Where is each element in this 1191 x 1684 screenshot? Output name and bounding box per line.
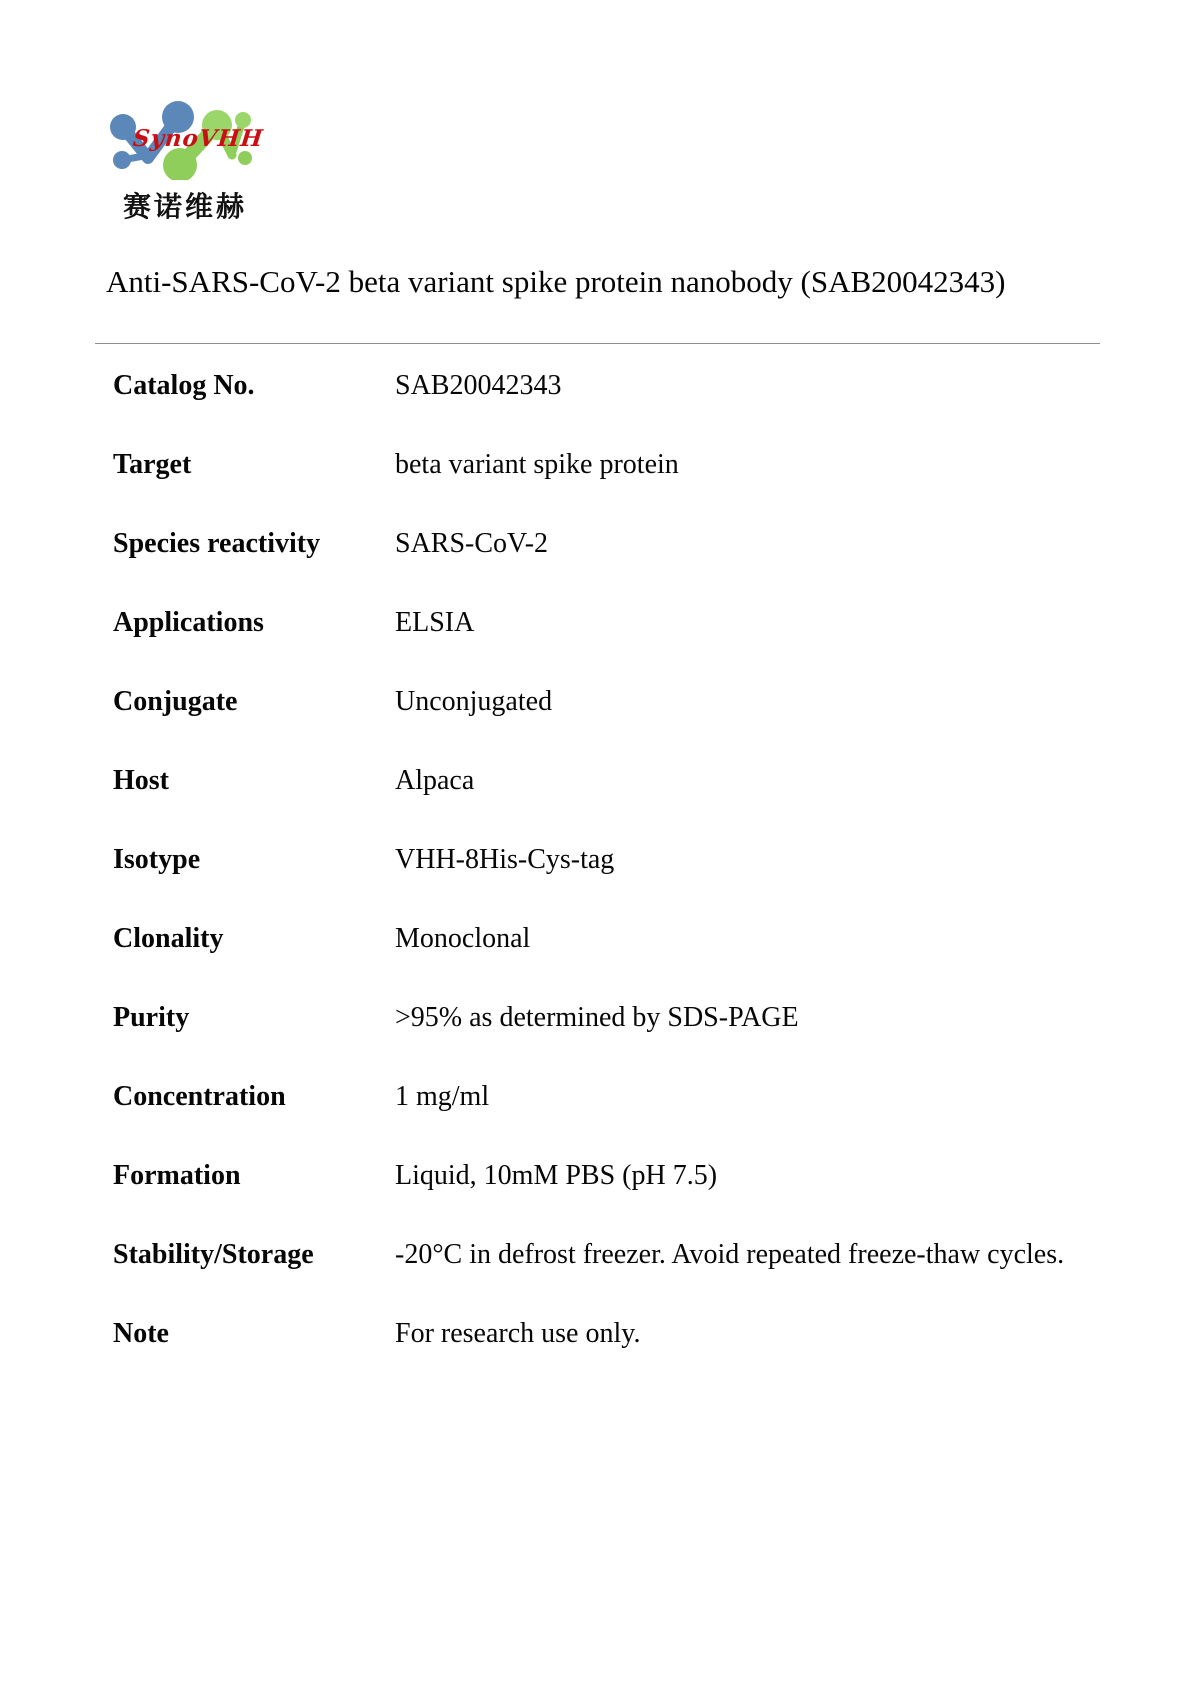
page-title: Anti-SARS-CoV-2 beta variant spike protein nanobody (SAB20042343) [106,264,1006,299]
spec-value: beta variant spike protein [395,449,679,480]
logo-brand-text: SynoVHH [131,125,265,152]
spec-row [113,1212,1103,1291]
spec-row [113,896,1103,975]
spec-row [113,975,1103,1054]
company-logo [95,92,295,232]
spec-label: Species reactivity [113,528,321,559]
spec-label: Stability/Storage [113,1239,314,1270]
spec-value: SAB20042343 [395,370,562,401]
spec-value: 1 mg/ml [395,1081,490,1112]
spec-row [113,1291,1103,1370]
spec-row [113,343,1103,422]
spec-row [113,501,1103,580]
spec-label: Isotype [113,844,201,875]
spec-table [113,343,1103,1370]
spec-value: -20°C in defrost freezer. Avoid repeated freeze-thaw cycles. [395,1239,1065,1270]
spec-label: Applications [113,607,264,638]
spec-value: Alpaca [395,765,475,796]
spec-value: Liquid, 10mM PBS (pH 7.5) [395,1160,718,1191]
spec-row [113,1054,1103,1133]
logo-chinese-name: 赛诺维赫 [123,191,248,222]
spec-row [113,738,1103,817]
spec-row [113,1133,1103,1212]
spec-label: Clonality [113,923,224,954]
spec-label: Purity [113,1002,190,1033]
spec-label: Catalog No. [113,370,255,401]
spec-row [113,422,1103,501]
spec-label: Formation [113,1160,241,1191]
spec-label: Target [113,449,192,480]
spec-value: VHH-8His-Cys-tag [395,844,615,875]
spec-value: ELSIA [395,607,475,638]
spec-value: Unconjugated [395,686,553,717]
spec-row [113,580,1103,659]
spec-value: SARS-CoV-2 [395,528,549,559]
spec-row [113,659,1103,738]
spec-label: Host [113,765,169,796]
spec-row [113,817,1103,896]
spec-label: Concentration [113,1081,286,1112]
spec-label: Note [113,1318,169,1349]
spec-value: For research use only. [395,1318,641,1349]
spec-value: >95% as determined by SDS-PAGE [395,1002,799,1033]
spec-label: Conjugate [113,686,238,717]
spec-value: Monoclonal [395,923,531,954]
